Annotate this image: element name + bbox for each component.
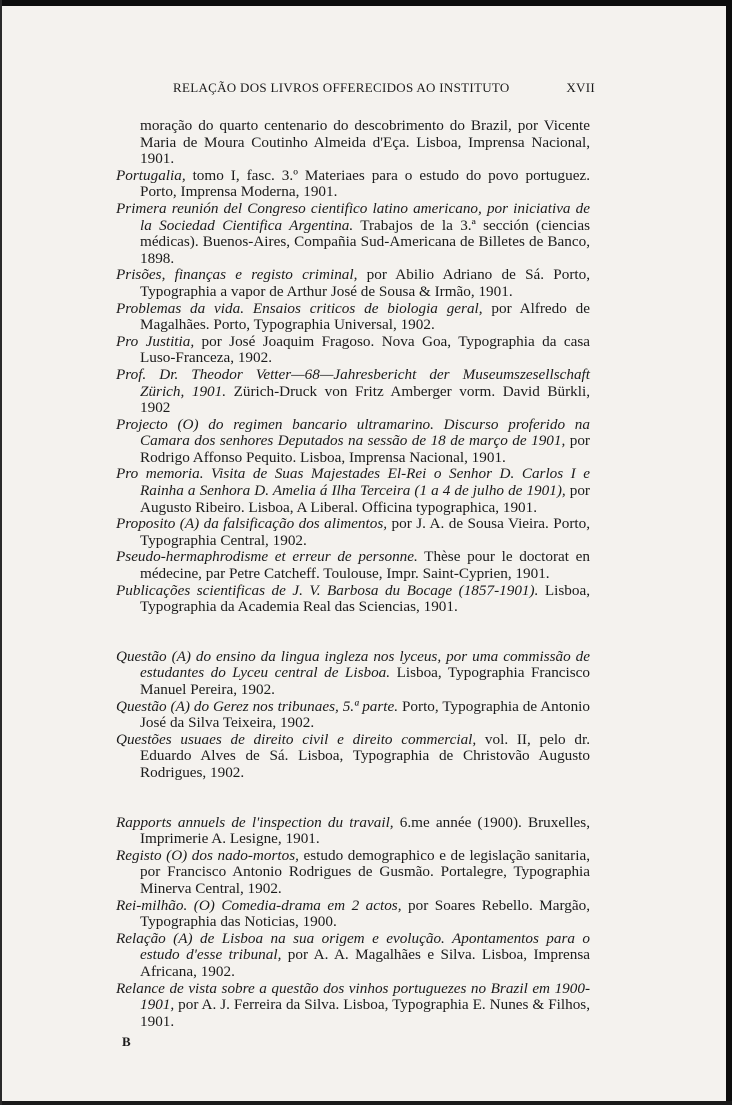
scan-border-left [0,0,2,1105]
entry-title: Problemas da vida. Ensaios criticos de biologia geral, [116,299,483,317]
list-item [116,815,590,848]
signature-mark: B [122,1034,131,1050]
entry-details: moração do quarto centenario do descobrimento do Brazil, por Vicente Maria de Moura Coutinho Almeida d'Eça. Lisboa, Imprensa Nacional, 1901. [140,117,590,168]
entry-details: Lisboa, Typographia da Academia Real das Sciencias, 1901. [140,581,590,616]
entry-details: por A. J. Ferreira da Silva. Lisboa, Typographia E. Nunes & Filhos, 1901. [140,996,590,1030]
list-item [116,466,590,516]
section-gap [116,616,590,649]
entry-title: Proposito (A) da falsificação dos alimentos, [116,515,388,533]
entry-details: Lisboa, Typographia Francisco Manuel Pereira, 1902. [140,664,590,698]
entry-details: por Abilio Adriano de Sá. Porto, Typographia a vapor de Arthur José de Sousa & Irmão, 1901. [140,266,590,300]
list-item [116,516,590,549]
list-item [116,649,590,699]
entry-title: Relance de vista sobre a questão dos vinhos portuguezes no Brazil em 1900-1901, [116,979,590,1014]
entry-details: por A. A. Magalhães e Silva. Lisboa, Imprensa Africana, 1902. [140,946,590,980]
list-item [116,583,590,616]
entry-details: Zürich-Druck von Fritz Amberger vorm. David Bürkli, 1902 [140,382,590,417]
entry-details: 6.me année (1900). Bruxelles, Imprimerie A. Lesigne, 1901. [140,813,590,848]
page-number: XVII [566,80,595,95]
list-item [116,732,590,782]
scan-border-top [0,0,732,6]
entry-details: por Augusto Ribeiro. Lisboa, A Liberal. Officina typographica, 1901. [140,482,590,516]
entry-title: Questão (A) do Gerez nos tribunaes, 5.ª parte. [116,697,399,715]
entry-details: Porto, Typographia de Antonio José da Silva Teixeira, 1902. [140,697,590,732]
header-title: RELAÇÃO DOS LIVROS OFFERECIDOS AO INSTITUTO [173,80,510,95]
list-item [116,549,590,582]
entry-title: Registo (O) dos nado-mortos, [116,846,299,864]
entry-details: por Rodrigo Affonso Pequito. Lisboa, Imprensa Nacional, 1901. [140,432,590,466]
entry-details: por Alfredo de Magalhães. Porto, Typographia Universal, 1902. [140,299,590,334]
scan-border-bottom [0,1101,732,1105]
scan-border-right [726,0,732,1105]
list-item [116,848,590,898]
entry-details: Thèse pour le doctorat en médecine, par Petre Catcheff. Toulouse, Impr. Saint-Cyprien, 1901. [140,548,590,583]
list-item [116,267,590,300]
entry-title: Publicações scientificas de J. V. Barbosa du Bocage (1857-1901). [116,581,539,599]
list-item [116,118,590,168]
entry-title: Questão (A) do ensino da lingua ingleza nos lyceus, por uma commissão de estudantes do Lyceu central de Lisboa. [116,647,590,682]
bibliography-list [116,118,590,1051]
entry-details: Trabajos de la 3.ª sección (ciencias médicas). Buenos-Aires, Compañia Sud-Americana de Billetes de Banco, 1898. [140,216,590,267]
list-item [116,334,590,367]
entry-details: tomo I, fasc. 3.º Materiaes para o estudo do povo portuguez. Porto, Imprensa Moderna, 1901. [140,166,590,201]
entry-title: Portugalia, [116,166,186,184]
entry-title: Rei-milhão. (O) Comedia-drama em 2 actos, [116,896,402,914]
list-item [116,367,590,417]
list-item [116,301,590,334]
entry-details: vol. II, pelo dr. Eduardo Alves de Sá. Lisboa, Typographia de Christovão Augusto Rodrigues, 1902. [140,730,590,781]
entry-title: Relação (A) de Lisboa na sua origem e evolução. Apontamentos para o estudo d'esse tribunal, [116,929,590,964]
entry-details: por José Joaquim Fragoso. Nova Goa, Typographia da casa Luso-Franceza, 1902. [140,332,590,367]
entry-title: Questões usuaes de direito civil e direito commercial, [116,730,477,748]
list-item [116,931,590,981]
section-gap [116,782,590,815]
list-item [116,168,590,201]
entry-title: Primera reunión del Congreso cientifico latino americano, por iniciativa de la Sociedad Cientifica Argentina. [116,199,590,234]
entry-title: Prisões, finanças e registo criminal, [116,266,358,284]
entry-details: por J. A. de Sousa Vieira. Porto, Typographia Central, 1902. [140,515,591,549]
entry-title: Projecto (O) do regimen bancario ultramarino. Discurso proferido na Camara dos senhores Deputados na sessão de 18 de março de 1901, [116,415,590,450]
entry-title: Pseudo-hermaphrodisme et erreur de personne. [116,548,418,566]
entry-title: Rapports annuels de l'inspection du travail, [116,813,394,831]
list-item [116,201,590,267]
list-item [116,898,590,931]
list-item [116,699,590,732]
entry-title: Pro Justitia, [116,332,195,350]
list-item [116,981,590,1031]
entry-details: por Soares Rebello. Margão, Typographia das Noticias, 1900. [140,896,591,931]
list-item [116,417,590,467]
entry-title: Pro memoria. Visita de Suas Majestades El-Rei o Senhor D. Carlos I e Rainha a Senhora D. Amelia á Ilha Terceira (1 a 4 de julho de 1901), [116,465,590,500]
entry-title: Prof. Dr. Theodor Vetter—68—Jahresbericht der Museumszesellschaft Zürich, 1901. [116,365,590,400]
entry-details: estudo demographico e de legislação sanitaria, por Francisco Antonio Rodrigues de Gusmão. Portalegre, Typographia Minerva Central, 1902. [140,846,590,897]
